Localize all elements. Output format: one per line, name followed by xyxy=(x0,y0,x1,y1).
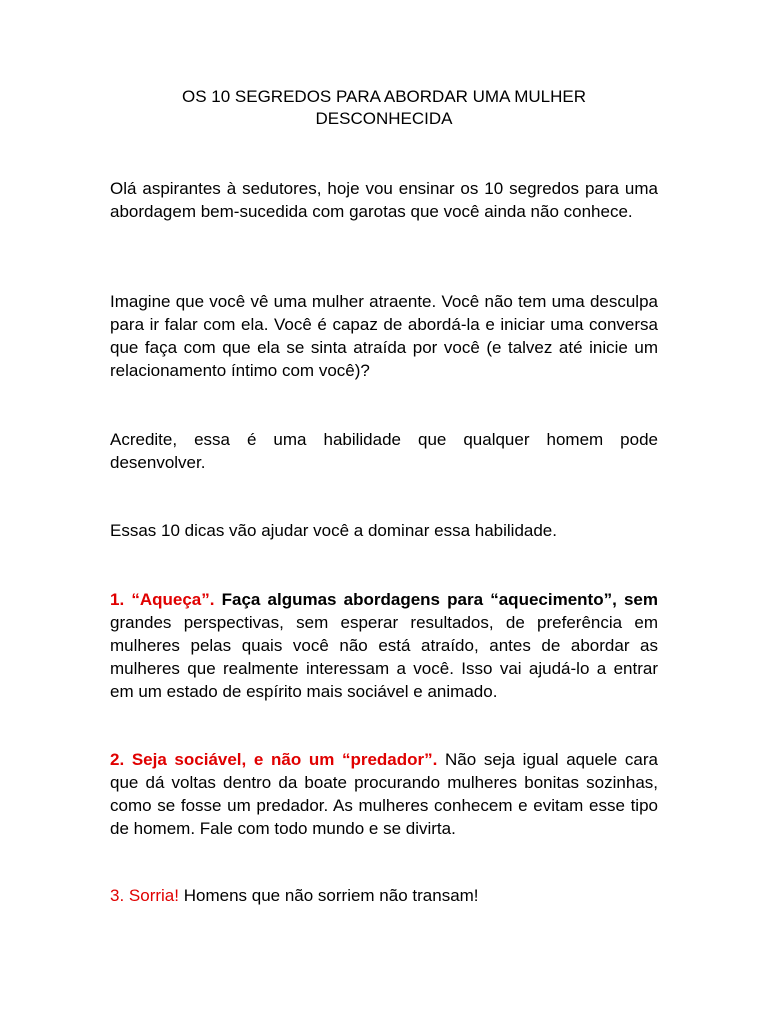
document-title xyxy=(110,86,658,130)
tip-2-paragraph xyxy=(110,748,658,840)
acredite-paragraph: Acredite, essa é uma habilidade que qualquer homem pode desenvolver. xyxy=(110,430,658,472)
tip-1-bold-lead: Faça algumas abordagens para “aquecimento”, sem xyxy=(221,590,658,609)
title-line-1: OS 10 SEGREDOS PARA ABORDAR UMA MULHER xyxy=(181,87,586,106)
tip-1-heading: 1. “Aqueça”. xyxy=(110,590,215,609)
tip-2-heading: 2. Seja sociável, e não um “predador”. xyxy=(110,750,438,769)
tip-1-paragraph xyxy=(110,588,658,703)
tip-3-paragraph xyxy=(110,884,658,907)
tip-3-body: Homens que não sorriem não transam! xyxy=(183,886,479,905)
essas-paragraph: Essas 10 dicas vão ajudar você a dominar essa habilidade. xyxy=(110,521,557,540)
intro-paragraph: Olá aspirantes à sedutores, hoje vou ensinar os 10 segredos para uma abordagem bem-sucedida com garotas que você ainda não conhece. xyxy=(110,179,658,221)
tip-3-heading: 3. Sorria! xyxy=(110,886,179,905)
imagine-paragraph: Imagine que você vê uma mulher atraente. Você não tem uma desculpa para ir falar com ela. Você é capaz de abordá-la e iniciar uma conversa que faça com que ela se sinta atraída por você (e talvez até inicie um relacionamento íntimo com você)? xyxy=(110,292,658,380)
title-line-2: DESCONHECIDA xyxy=(315,109,453,128)
tip-1-body: grandes perspectivas, sem esperar resultados, de preferência em mulheres pelas quais você não está atraído, antes de abordar as mulheres que realmente interessam a você. Isso vai ajudá-lo a entrar em um estado de espírito mais sociável e animado. xyxy=(110,613,658,701)
tip-2-body: Não seja igual aquele cara que dá voltas dentro da boate procurando mulheres bonitas sozinhas, como se fosse um predador. As mulheres conhecem e evitam esse tipo de homem. Fale com todo mundo e se divirta. xyxy=(110,750,658,838)
